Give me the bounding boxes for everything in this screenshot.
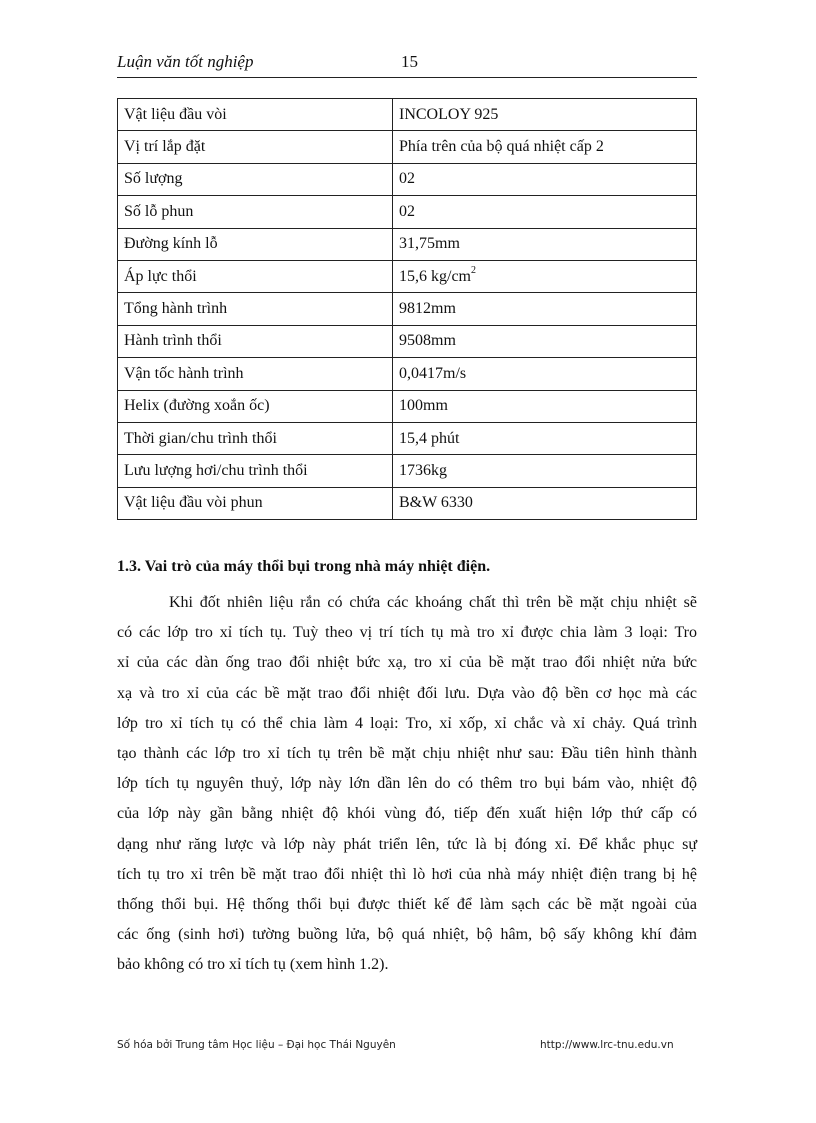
paragraph-line: xạ và tro xỉ của các bề mặt trao đổi nhiệt đối lưu. Dựa vào độ bền cơ học mà các <box>117 684 697 702</box>
row-value <box>393 260 697 292</box>
paragraph-line: lớp tro xỉ tích tụ có thể chia làm 4 loại: Tro, xỉ xốp, xỉ chắc và xỉ chảy. Quá trình <box>117 714 697 732</box>
row-label: Vận tốc hành trình <box>118 358 393 390</box>
paragraph-line: tạo thành các lớp tro xỉ tích tụ trên bề mặt chịu nhiệt như sau: Đầu tiên hình thành <box>117 744 697 762</box>
table-row <box>118 325 697 357</box>
row-value: 02 <box>393 163 697 195</box>
document-title: Luận văn tốt nghiệp <box>117 52 254 71</box>
row-label: Tổng hành trình <box>118 293 393 325</box>
table-row <box>118 358 697 390</box>
row-value: 0,0417m/s <box>393 358 697 390</box>
table-row <box>118 228 697 260</box>
table-row <box>118 131 697 163</box>
table-row <box>118 260 697 292</box>
pressure-value: 15,6 kg/cm <box>399 267 471 285</box>
paragraph-line: các ống (sinh hơi) tường buồng lửa, bộ quá nhiệt, bộ hâm, bộ sấy không khí đảm <box>117 926 697 944</box>
section-heading: 1.3. Vai trò của máy thổi bụi trong nhà máy nhiệt điện. <box>117 558 491 575</box>
row-label: Số lỗ phun <box>118 196 393 228</box>
row-value: 9812mm <box>393 293 697 325</box>
paragraph-line: Khi đốt nhiên liệu rắn có chứa các khoáng chất thì trên bề mặt chịu nhiệt sẽ <box>169 594 697 611</box>
table-row <box>118 293 697 325</box>
table-row <box>118 422 697 454</box>
table-row <box>118 455 697 487</box>
paragraph-line: tích tụ tro xỉ trên bề mặt trao đổi nhiệt thì lò hơi của nhà máy nhiệt điện trang bị hệ <box>117 865 697 883</box>
row-label: Vật liệu đầu vòi phun <box>118 487 393 519</box>
paragraph-line: của lớp này gần bằng nhiệt độ khói vùng đó, tiếp đến xuất hiện lớp thứ cấp có <box>117 805 697 823</box>
row-label: Helix (đường xoắn ốc) <box>118 390 393 422</box>
page-number: 15 <box>401 52 418 71</box>
row-label: Số lượng <box>118 163 393 195</box>
row-label: Áp lực thổi <box>118 260 393 292</box>
row-value: 1736kg <box>393 455 697 487</box>
row-label: Lưu lượng hơi/chu trình thổi <box>118 455 393 487</box>
row-value: 9508mm <box>393 325 697 357</box>
header-divider <box>117 77 697 78</box>
table-row <box>118 390 697 422</box>
superscript-exponent: 2 <box>471 264 476 276</box>
table-row <box>118 99 697 131</box>
row-value: 31,75mm <box>393 228 697 260</box>
table-row <box>118 196 697 228</box>
table-row <box>118 487 697 519</box>
page-header <box>117 50 697 74</box>
row-label: Đường kính lỗ <box>118 228 393 260</box>
row-value: 100mm <box>393 390 697 422</box>
row-value: INCOLOY 925 <box>393 99 697 131</box>
paragraph-line: dạng như răng lược và lớp này phát triển lên, tức là bị đóng xỉ. Để khắc phục sự <box>117 835 697 853</box>
footer-credit: Số hóa bởi Trung tâm Học liệu – Đại học Thái Nguyên <box>117 1039 396 1051</box>
row-label: Thời gian/chu trình thổi <box>118 422 393 454</box>
row-value: 02 <box>393 196 697 228</box>
paragraph-line: thống thổi bụi. Hệ thống thổi bụi được thiết kế để làm sạch các bề mặt ngoài của <box>117 895 697 913</box>
row-value: B&W 6330 <box>393 487 697 519</box>
table-row <box>118 163 697 195</box>
row-label: Vị trí lắp đặt <box>118 131 393 163</box>
specification-table <box>117 98 697 520</box>
row-label: Hành trình thổi <box>118 325 393 357</box>
row-value: Phía trên của bộ quá nhiệt cấp 2 <box>393 131 697 163</box>
row-value: 15,4 phút <box>393 422 697 454</box>
row-label: Vật liệu đầu vòi <box>118 99 393 131</box>
paragraph-line: bảo không có tro xỉ tích tụ (xem hình 1.2). <box>117 956 389 974</box>
paragraph-line: lớp tích tụ nguyên thuỷ, lớp này lớn dần lên do có thêm tro bụi bám vào, nhiệt độ <box>117 775 697 793</box>
paragraph-line: có các lớp tro xỉ tích tụ. Tuỳ theo vị trí tích tụ mà tro xỉ được chia làm 3 loại: Tro <box>117 624 697 642</box>
footer-url-link[interactable]: http://www.lrc-tnu.edu.vn <box>540 1039 674 1051</box>
paragraph-line: xỉ của các dàn ống trao đổi nhiệt bức xạ, tro xỉ của bề mặt trao đổi nhiệt nửa bức <box>117 654 697 672</box>
body-paragraph <box>117 588 697 980</box>
